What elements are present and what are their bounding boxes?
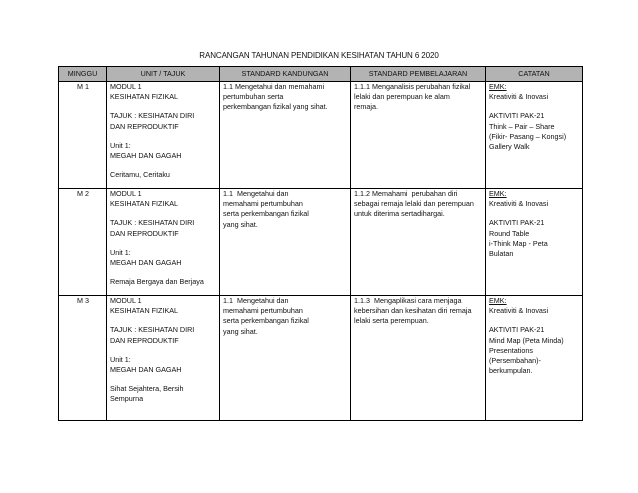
cell-text-line: 1.1.3 Mengaplikasi cara menjaga: [354, 296, 462, 305]
cell-text-line: AKTIVITI PAK-21: [489, 218, 545, 228]
cell-text-line: Presentations: [489, 345, 533, 355]
cell-text-line: [110, 316, 217, 325]
cell-text-line: MODUL 1: [110, 82, 142, 91]
unit-tajuk-cell: [107, 296, 220, 421]
standard-pembelajaran-cell: [351, 82, 486, 189]
week-cell: M 1: [59, 82, 107, 189]
cell-text-line: Sihat Sejahtera, Bersih: [110, 384, 184, 394]
document-title: RANCANGAN TAHUNAN PENDIDIKAN KESIHATAN TAHUN 6 2020: [199, 51, 439, 60]
standard-pembelajaran-cell: [351, 296, 486, 421]
cell-text-line: AKTIVITI PAK-21: [489, 325, 545, 335]
cell-text-line: [110, 102, 217, 111]
cell-text-line: untuk diterima sertadihargai.: [354, 209, 445, 219]
cell-text-line: 1.1.2 Memahami perubahan diri: [354, 189, 458, 198]
cell-text-line: remaja.: [354, 102, 378, 112]
standard-kandungan-cell: [220, 296, 351, 421]
cell-text-line: kebersihan dan kesihatan diri remaja: [354, 306, 472, 316]
cell-text-line: [489, 102, 580, 111]
cell-text-line: MEGAH DAN GAGAH: [110, 258, 182, 268]
cell-text-line: lelaki dan perempuan ke alam: [354, 92, 450, 102]
cell-text-line: MEGAH DAN GAGAH: [110, 365, 182, 375]
cell-text-line: DAN REPRODUKTIF: [110, 228, 179, 238]
standard-pembelajaran-cell: [351, 189, 486, 296]
cell-text-line: Sempurna: [110, 394, 144, 404]
cell-text-line: DAN REPRODUKTIF: [110, 121, 179, 131]
cell-text-line: MODUL 1: [110, 296, 142, 305]
catatan-cell: [486, 189, 583, 296]
cell-text-line: [110, 209, 217, 218]
cell-text-line: 1.1 Mengetahui dan: [223, 189, 289, 198]
cell-text-line: TAJUK : KESIHATAN DIRI: [110, 111, 195, 121]
cell-text-line: KESIHATAN FIZIKAL: [110, 92, 179, 102]
cell-text-line: Remaja Bergaya dan Berjaya: [110, 277, 204, 287]
cell-text-line: [110, 239, 217, 248]
cell-text-line: yang sihat.: [223, 219, 258, 229]
cell-text-line: TAJUK : KESIHATAN DIRI: [110, 325, 195, 335]
cell-text-line: [110, 268, 217, 277]
cell-text-line: sebagai remaja lelaki dan perempuan: [354, 199, 474, 209]
cell-text-line: Think – Pair – Share: [489, 121, 555, 131]
cell-text-line: Mind Map (Peta Minda): [489, 335, 564, 345]
cell-text-line: Unit 1:: [110, 354, 131, 364]
emk-label: EMK:: [489, 189, 507, 198]
cell-text-line: serta perkembangan fizikal: [223, 209, 309, 219]
cell-text-line: yang sihat.: [223, 326, 258, 336]
unit-tajuk-cell: [107, 82, 220, 189]
header-standard-kandungan: STANDARD KANDUNGAN: [220, 67, 351, 82]
cell-text-line: 1.1.1 Menganalisis perubahan fizikal: [354, 82, 471, 91]
cell-text-line: memahami pertumbuhan: [223, 306, 303, 316]
cell-text-line: berkumpulan.: [489, 366, 533, 376]
cell-text-line: KESIHATAN FIZIKAL: [110, 306, 179, 316]
cell-text-line: pertumbuhan serta: [223, 92, 284, 102]
cell-text-line: memahami pertumbuhan: [223, 199, 303, 209]
cell-text-line: Kreativiti & Inovasi: [489, 306, 549, 316]
cell-text-line: [110, 375, 217, 384]
cell-text-line: 1.1 Mengetahui dan: [223, 296, 289, 305]
cell-text-line: Round Table: [489, 228, 530, 238]
cell-text-line: Bulatan: [489, 249, 514, 259]
cell-text-line: (Persembahan)-: [489, 356, 541, 366]
standard-kandungan-cell: [220, 82, 351, 189]
cell-text-line: Unit 1:: [110, 247, 131, 257]
cell-text-line: TAJUK : KESIHATAN DIRI: [110, 218, 195, 228]
header-minggu: MINGGU: [59, 67, 107, 82]
cell-text-line: Ceritamu, Ceritaku: [110, 170, 170, 180]
cell-text-line: Unit 1:: [110, 140, 131, 150]
cell-text-line: serta perkembangan fizikal: [223, 316, 309, 326]
cell-text-line: Kreativiti & Inovasi: [489, 92, 549, 102]
cell-text-line: i-Think Map - Peta: [489, 238, 548, 248]
header-standard-pembelajaran: STANDARD PEMBELAJARAN: [351, 67, 486, 82]
header-catatan: CATATAN: [486, 67, 583, 82]
cell-text-line: MODUL 1: [110, 189, 142, 198]
emk-label: EMK:: [489, 82, 507, 91]
cell-text-line: perkembangan fizikal yang sihat.: [223, 102, 328, 112]
cell-text-line: (Fikir- Pasang – Kongsi): [489, 131, 567, 141]
yearly-plan-table: [58, 66, 583, 421]
week-cell: M 2: [59, 189, 107, 296]
unit-tajuk-cell: [107, 189, 220, 296]
table-row: [59, 296, 583, 421]
cell-text-line: AKTIVITI PAK-21: [489, 111, 545, 121]
table-header-row: [59, 67, 583, 82]
cell-text-line: Gallery Walk: [489, 142, 530, 152]
cell-text-line: [110, 346, 217, 355]
table-row: [59, 82, 583, 189]
header-unit-tajuk: UNIT / TAJUK: [107, 67, 220, 82]
cell-text-line: [489, 209, 580, 218]
catatan-cell: [486, 296, 583, 421]
cell-text-line: MEGAH DAN GAGAH: [110, 151, 182, 161]
emk-label: EMK:: [489, 296, 507, 305]
cell-text-line: [489, 316, 580, 325]
cell-text-line: Kreativiti & Inovasi: [489, 199, 549, 209]
table-row: [59, 189, 583, 296]
cell-text-line: [110, 132, 217, 141]
cell-text-line: KESIHATAN FIZIKAL: [110, 199, 179, 209]
week-cell: M 3: [59, 296, 107, 421]
standard-kandungan-cell: [220, 189, 351, 296]
cell-text-line: 1.1 Mengetahui dan memahami: [223, 82, 325, 91]
cell-text-line: [110, 161, 217, 170]
cell-text-line: DAN REPRODUKTIF: [110, 335, 179, 345]
cell-text-line: lelaki serta perempuan.: [354, 316, 429, 326]
catatan-cell: [486, 82, 583, 189]
